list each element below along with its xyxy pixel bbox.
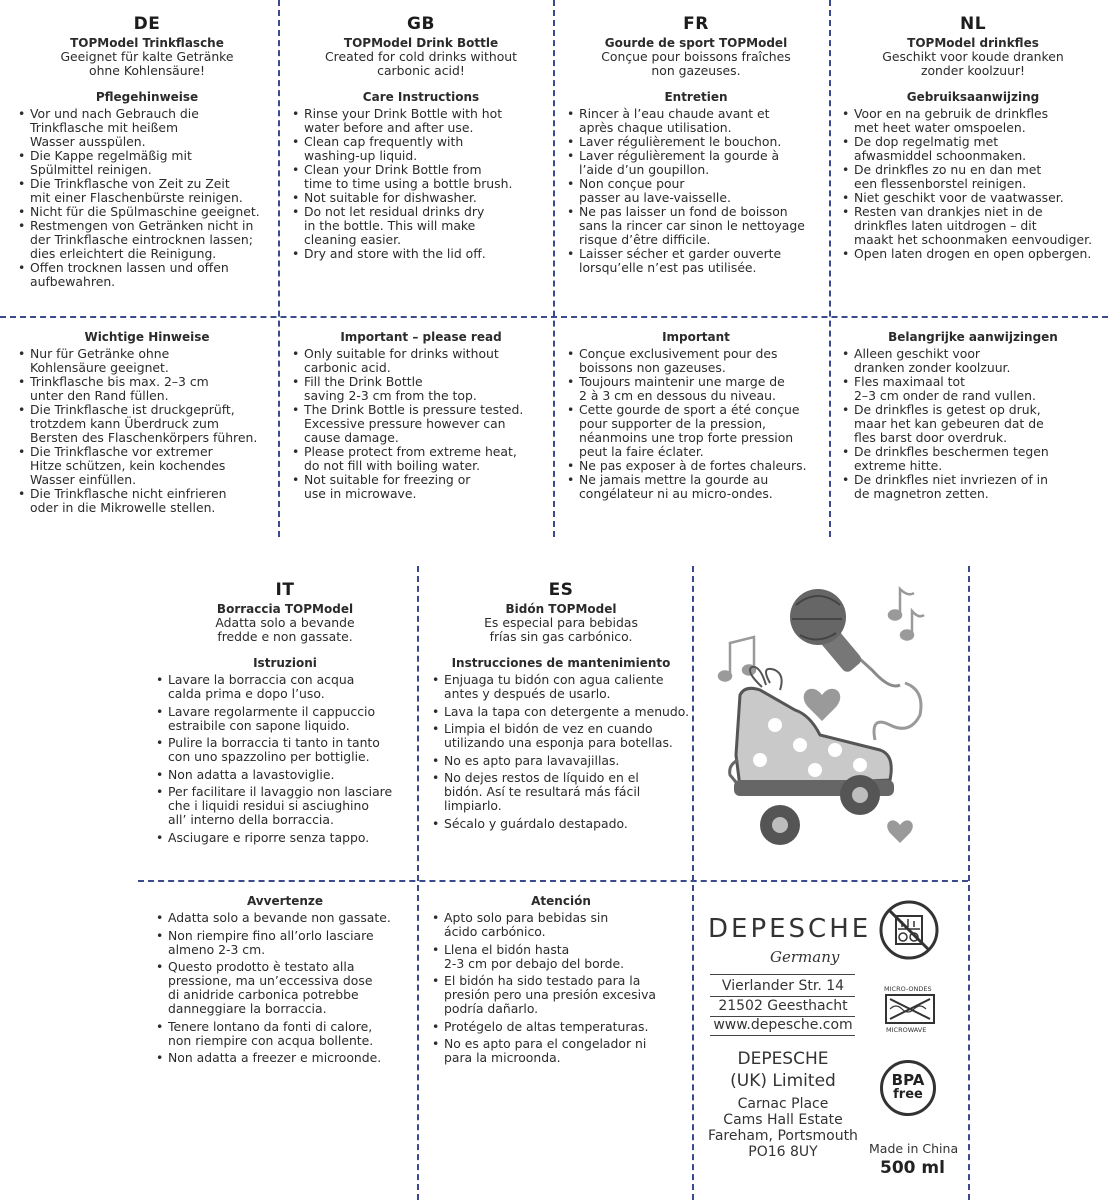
website: www.depesche.com (713, 1017, 853, 1033)
brand-logo: DEPESCHE (708, 914, 872, 944)
care-title: Gebruiksaanwijzing (906, 90, 1040, 104)
important-list (156, 911, 414, 1065)
list-item: • Clean cap frequently with washing-up liquid. (292, 135, 550, 163)
panel-es-important (432, 894, 690, 1069)
language-code: NL (959, 14, 987, 34)
care-list (156, 673, 414, 845)
list-item: • Non adatta a freezer e microonde. (156, 1051, 414, 1065)
list-item: • No es apto para el congelador ni para la microonda. (432, 1037, 690, 1065)
uk-company-address: Carnac Place Cams Hall Estate Fareham, Portsmouth PO16 8UY (708, 1096, 858, 1160)
list-item: • Alleen geschikt voor dranken zonder koolzuur. (842, 347, 1104, 375)
list-item: • Not suitable for freezing or use in microwave. (292, 473, 550, 501)
list-item: • Sécalo y guárdalo destapado. (432, 817, 690, 831)
list-item: • Lava la tapa con detergente a menudo. (432, 705, 690, 719)
list-item: • Dry and store with the lid off. (292, 247, 550, 261)
divider-v-1 (278, 0, 280, 537)
language-code: GB (407, 14, 435, 34)
list-item: • Lavare la borraccia con acqua calda prima e dopo l’uso. (156, 673, 414, 701)
divider-v-5 (692, 566, 694, 1200)
no-microwave-icon (884, 993, 936, 1025)
care-title: Pflegehinweise (95, 90, 199, 104)
list-item: • Per facilitare il lavaggio non lasciare che i liquidi residui si asciughino all’ interno della borraccia. (156, 785, 414, 827)
bpa-free-badge (880, 1060, 936, 1116)
list-item: • De drinkfles is getest op druk, maar het kan gebeuren dat de fles barst door overdruk. (842, 403, 1104, 445)
list-item: • De drinkfles beschermen tegen extreme hitte. (842, 445, 1104, 473)
no-dishwasher-icon (878, 899, 940, 961)
bpa-text: BPA (891, 1071, 925, 1089)
list-item: • Limpia el bidón de vez en cuando utilizando una esponja para botellas. (432, 722, 690, 750)
product-description: Adatta solo a bevande fredde e non gassate. (215, 615, 355, 644)
address-divider (710, 996, 855, 997)
list-item: • Rincer à l’eau chaude avant et après chaque utilisation. (567, 107, 825, 135)
list-item: • Lavare regolarmente il cappuccio estraibile con sapone liquido. (156, 705, 414, 733)
list-item: • Nur für Getränke ohne Kohlensäure geeignet. (18, 347, 276, 375)
panel-de-important (18, 330, 276, 515)
list-item: • Asciugare e riporre senza tappo. (156, 831, 414, 845)
list-item: • Please protect from extreme heat, do not fill with boiling water. (292, 445, 550, 473)
list-item: • Die Trinkflasche nicht einfrieren oder in die Mikrowelle stellen. (18, 487, 276, 515)
list-item: • Enjuaga tu bidón con agua caliente antes y después de usarlo. (432, 673, 690, 701)
list-item: • Laver régulièrement le bouchon. (567, 135, 825, 149)
list-item: • Fles maximaal tot 2–3 cm onder de rand vullen. (842, 375, 1104, 403)
care-title: Care Instructions (362, 90, 480, 104)
product-description: Geeignet für kalte Getränke ohne Kohlensäure! (60, 49, 234, 78)
care-list (842, 107, 1104, 261)
list-item: • Offen trocknen lassen und offen aufbewahren. (18, 261, 276, 289)
product-description: Es especial para bebidas frías sin gas carbónico. (484, 615, 638, 644)
address-divider (710, 974, 855, 975)
panel-it-care (156, 580, 414, 848)
care-title: Instrucciones de mantenimiento (451, 656, 671, 670)
divider-v-6 (968, 566, 970, 1200)
micro-ondes-label: MICRO-ONDES (884, 985, 932, 993)
care-list (292, 107, 550, 261)
language-code: IT (275, 580, 295, 600)
panel-gb-important (292, 330, 550, 501)
list-item: • Voor en na gebruik de drinkfles met heet water omspoelen. (842, 107, 1104, 135)
care-list (432, 673, 690, 831)
list-item: • Apto solo para bebidas sin ácido carbónico. (432, 911, 690, 939)
free-text: free (893, 1087, 923, 1102)
list-item: • Open laten drogen en open opbergen. (842, 247, 1104, 261)
list-item: • Tenere lontano da fonti di calore, non riempire con acqua bollente. (156, 1020, 414, 1048)
list-item: • De drinkfles zo nu en dan met een flessenborstel reinigen. (842, 163, 1104, 191)
important-title: Belangrijke aanwijzingen (888, 330, 1058, 344)
care-list (18, 107, 276, 289)
product-name: Borraccia TOPModel (216, 602, 354, 616)
important-list (18, 347, 276, 515)
list-item: • No es apto para lavavajillas. (432, 754, 690, 768)
important-title: Atención (531, 894, 591, 908)
language-code: ES (548, 580, 574, 600)
uk-company-name: DEPESCHE (UK) Limited (730, 1049, 836, 1091)
list-item: • De dop regelmatig met afwasmiddel schoonmaken. (842, 135, 1104, 163)
list-item: • Laver régulièrement la gourde à l’aide d’un goupillon. (567, 149, 825, 177)
brand-country: Germany (770, 948, 840, 966)
list-item: • Resten van drankjes niet in de drinkfles laten uitdrogen – dit maakt het schoonmaken eenvoudiger. (842, 205, 1104, 247)
product-description: Created for cold drinks without carbonic acid! (325, 49, 517, 78)
list-item: • Ne pas laisser un fond de boisson sans la rincer car sinon le nettoyage risque d’être difficile. (567, 205, 825, 247)
list-item: • Die Trinkflasche von Zeit zu Zeit mit einer Flaschenbürste reinigen. (18, 177, 276, 205)
divider-h-top (0, 316, 1108, 318)
language-code: DE (133, 14, 161, 34)
panel-nl-important (842, 330, 1104, 501)
address-street: Vierlander Str. 14 (721, 978, 845, 994)
panel-fr-important (567, 330, 825, 501)
list-item: • Nicht für die Spülmaschine geeignet. (18, 205, 276, 219)
list-item: • Die Kappe regelmäßig mit Spülmittel reinigen. (18, 149, 276, 177)
divider-h-bottom (138, 880, 968, 882)
important-title: Important (662, 330, 730, 344)
panel-it-important (156, 894, 414, 1069)
list-item: • Only suitable for drinks without carbonic acid. (292, 347, 550, 375)
important-list (567, 347, 825, 501)
music-note-icon (719, 637, 755, 681)
heart-icon (804, 689, 841, 721)
list-item: • Toujours maintenir une marge de 2 à 3 cm en dessous du niveau. (567, 375, 825, 403)
list-item: • El bidón ha sido testado para la presión pero una presión excesiva podría dañarlo. (432, 974, 690, 1016)
made-in: Made in China (869, 1141, 959, 1156)
list-item: • Non adatta a lavastoviglie. (156, 768, 414, 782)
list-item: • Rinse your Drink Bottle with hot water before and after use. (292, 107, 550, 135)
care-title: Istruzioni (253, 656, 317, 670)
music-note-icon (889, 589, 924, 640)
list-item: • Clean your Drink Bottle from time to time using a bottle brush. (292, 163, 550, 191)
list-item: • Ne pas exposer à de fortes chaleurs. (567, 459, 825, 473)
list-item: • De drinkfles niet invriezen of in de magnetron zetten. (842, 473, 1104, 501)
list-item: • Restmengen von Getränken nicht in der Trinkflasche eintrocknen lassen; dies erleichtert die Reinigung. (18, 219, 276, 261)
product-description: Conçue pour boissons fraîches non gazeuses. (601, 49, 791, 78)
list-item: • Do not let residual drinks dry in the bottle. This will make cleaning easier. (292, 205, 550, 247)
heart-icon (887, 820, 913, 843)
list-item: • Non conçue pour passer au lave-vaisselle. (567, 177, 825, 205)
product-name: Gourde de sport TOPModel (604, 36, 788, 50)
care-list (567, 107, 825, 275)
volume-label: 500 ml (880, 1158, 945, 1178)
panel-fr-care (567, 14, 825, 275)
address-divider (710, 1035, 855, 1036)
address-city: 21502 Geesthacht (718, 998, 848, 1014)
language-code: FR (683, 14, 709, 34)
list-item: • Trinkflasche bis max. 2–3 cm unter den Rand füllen. (18, 375, 276, 403)
important-title: Wichtige Hinweise (84, 330, 210, 344)
list-item: • The Drink Bottle is pressure tested. Excessive pressure however can cause damage. (292, 403, 550, 445)
panel-de-care (18, 14, 276, 289)
panel-nl-care (842, 14, 1104, 261)
divider-v-4 (417, 566, 419, 1200)
list-item: • Non riempire fino all’orlo lasciare almeno 2-3 cm. (156, 929, 414, 957)
important-title: Important – please read (340, 330, 502, 344)
product-name: TOPModel Drink Bottle (343, 36, 499, 50)
list-item: • Pulire la borraccia ti tanto in tanto con uno spazzolino per bottiglie. (156, 736, 414, 764)
list-item: • Protégelo de altas temperaturas. (432, 1020, 690, 1034)
care-title: Entretien (664, 90, 728, 104)
list-item: • Laisser sécher et garder ouverte lorsqu’elle n’est pas utilisée. (567, 247, 825, 275)
list-item: • Niet geschikt voor de vaatwasser. (842, 191, 1104, 205)
list-item: • Llena el bidón hasta 2-3 cm por debajo del borde. (432, 943, 690, 971)
list-item: • Die Trinkflasche ist druckgeprüft, trotzdem kann Überdruck zum Bersten des Flaschenkörpers führen. (18, 403, 276, 445)
product-name: Bidón TOPModel (505, 602, 617, 616)
product-name: TOPModel Trinkflasche (70, 36, 224, 50)
panel-gb-care (292, 14, 550, 261)
important-list (292, 347, 550, 501)
list-item: • Cette gourde de sport a été conçue pour supporter de la pression, néanmoins une trop forte pression peut la faire éclater. (567, 403, 825, 459)
important-title: Avvertenze (246, 894, 324, 908)
list-item: • Die Trinkflasche vor extremer Hitze schützen, kein kochendes Wasser einfüllen. (18, 445, 276, 487)
microwave-label: MICROWAVE (886, 1026, 927, 1034)
list-item: • Vor und nach Gebrauch die Trinkflasche mit heißem Wasser ausspülen. (18, 107, 276, 149)
list-item: • Ne jamais mettre la gourde au congélateur ni au micro-ondes. (567, 473, 825, 501)
roller-skate-microphone-illustration (700, 575, 965, 875)
important-list (842, 347, 1104, 501)
divider-v-3 (829, 0, 831, 537)
product-description: Geschikt voor koude dranken zonder koolzuur! (882, 49, 1064, 78)
list-item: • Conçue exclusivement pour des boissons non gazeuses. (567, 347, 825, 375)
list-item: • Not suitable for dishwasher. (292, 191, 550, 205)
important-list (432, 911, 690, 1065)
list-item: • Questo prodotto è testato alla pressione, ma un’eccessiva dose di anidride carbonica potrebbe danneggiare la borraccia. (156, 960, 414, 1016)
divider-v-2 (553, 0, 555, 537)
product-name: TOPModel drinkfles (907, 36, 1039, 50)
panel-es-care (432, 580, 690, 834)
list-item: • Adatta solo a bevande non gassate. (156, 911, 414, 925)
list-item: • Fill the Drink Bottle saving 2-3 cm from the top. (292, 375, 550, 403)
list-item: • No dejes restos de líquido en el bidón. Así te resultará más fácil limpiarlo. (432, 771, 690, 813)
microphone-icon (790, 589, 921, 740)
